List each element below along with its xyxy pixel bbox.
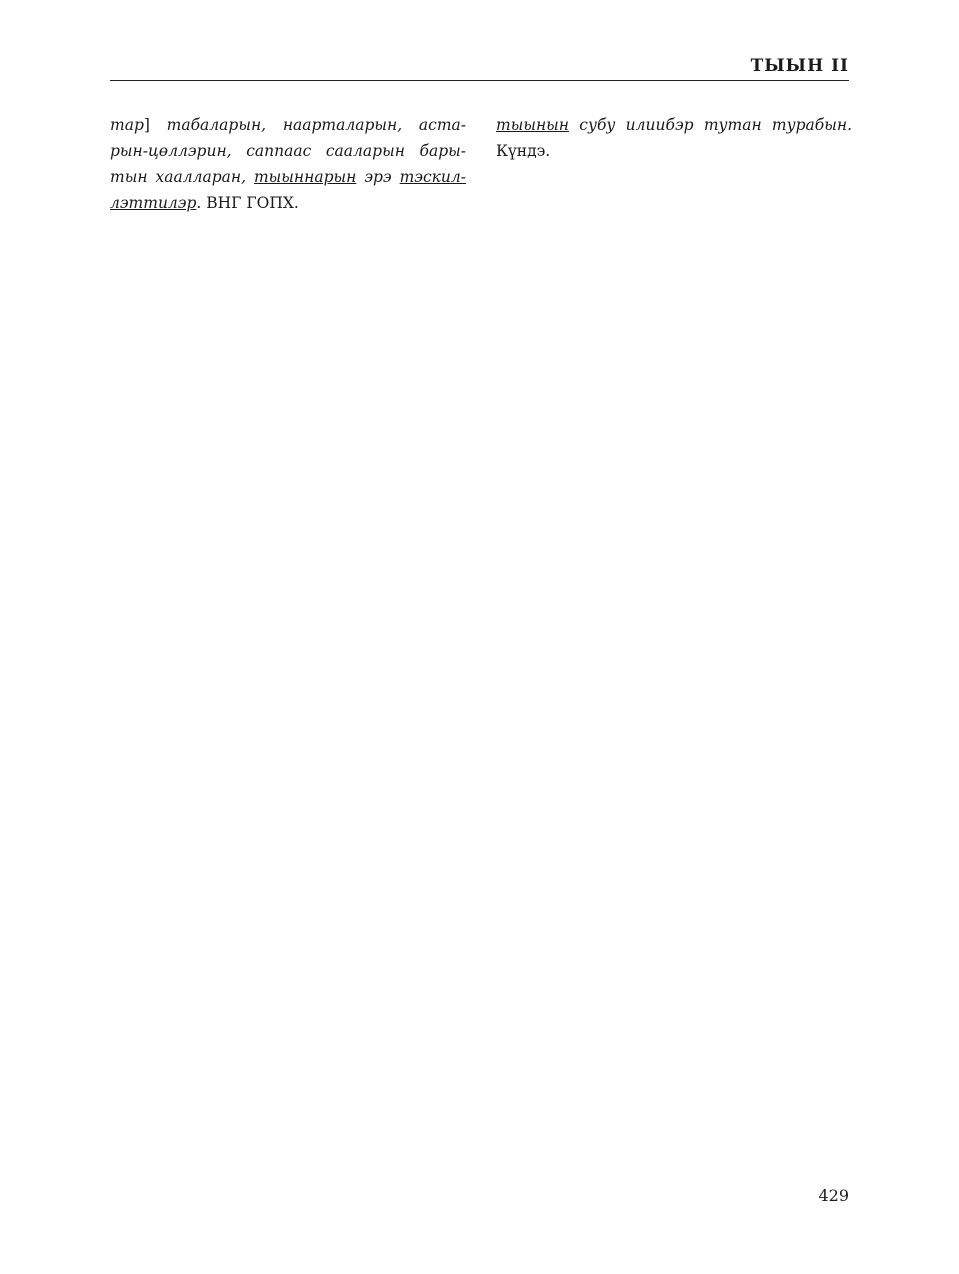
left-column [110, 112, 466, 216]
text-run: тар [110, 116, 144, 134]
header-title: ТЫЫН II [750, 56, 849, 76]
paragraph [496, 112, 852, 164]
right-column [496, 112, 852, 164]
text-run: тэскил-лэттилэр [110, 168, 466, 212]
text-run: табаларын, наарталарын, аста-рын-цөллэрин, саппаас сааларын бары-тын хаалларан, [110, 116, 466, 186]
paragraph [110, 112, 466, 216]
page-number: 429 [818, 1186, 849, 1205]
text-run: Күндэ. [496, 142, 551, 160]
text-run: субу илиибэр тутан турабын. [569, 116, 852, 134]
text-run: . ВНГ ГОПХ. [196, 194, 299, 212]
text-run: тыынын [496, 116, 569, 134]
text-run: эрэ [356, 168, 400, 186]
text-run: тыыннарын [253, 168, 357, 186]
text-run: ] [143, 116, 167, 134]
running-header [110, 52, 849, 81]
